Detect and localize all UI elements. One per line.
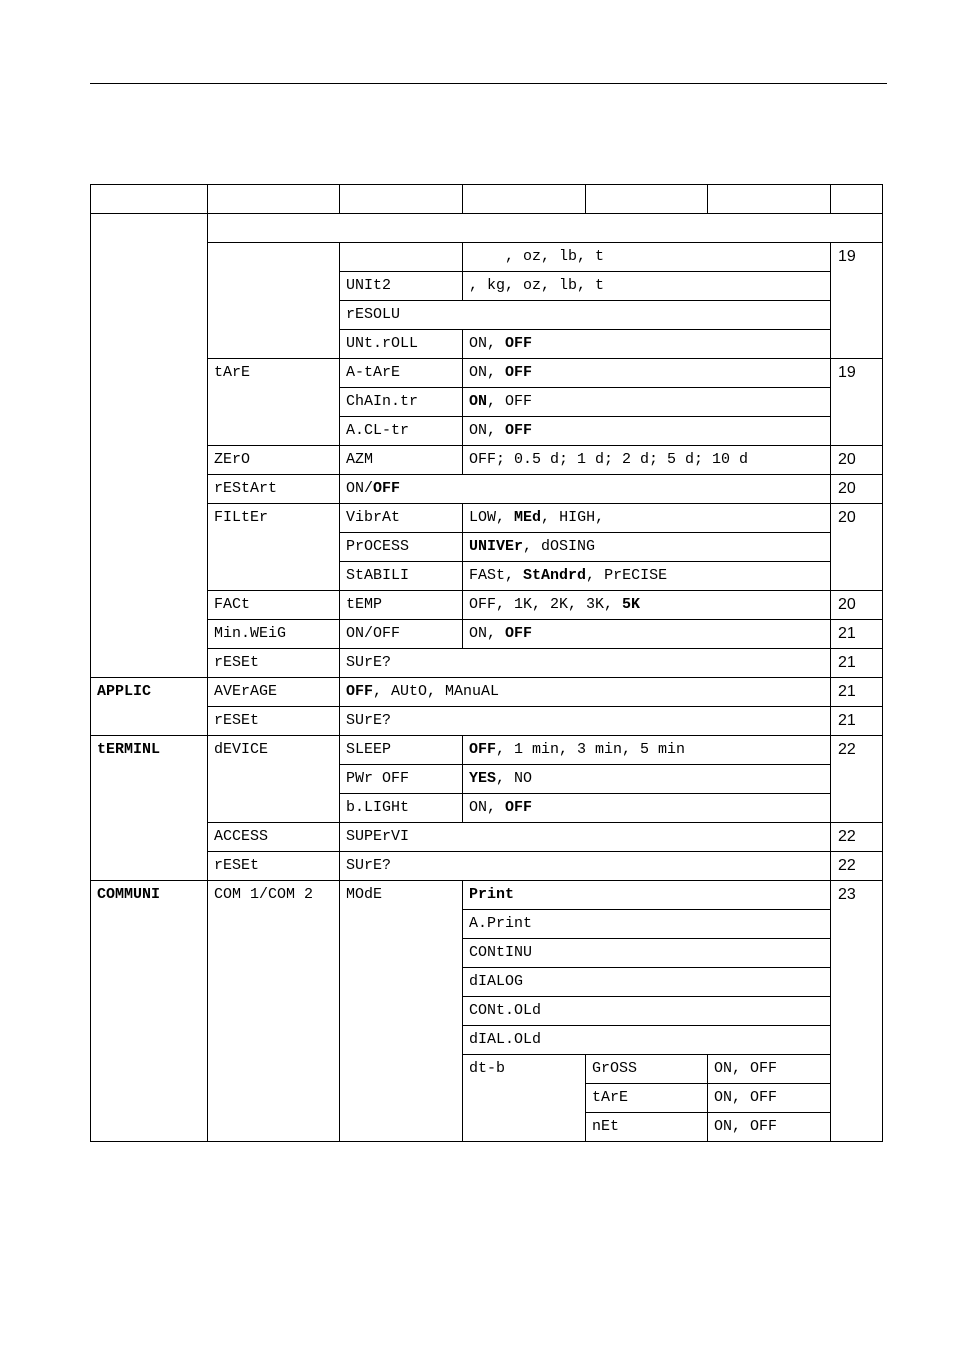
param-cell: AZM (340, 446, 463, 475)
value-cell: SUrE? (340, 649, 831, 678)
page-cell: 20 (831, 504, 883, 591)
value-cell: FASt, StAndrd, PrECISE (463, 562, 831, 591)
param-cell: rESOLU (340, 301, 831, 330)
value-cell: SUPErVI (340, 823, 831, 852)
submenu-cell (208, 243, 340, 359)
table-row (91, 620, 883, 649)
table-row (91, 243, 883, 272)
param-cell: ChAIn.tr (340, 388, 463, 417)
param-cell: PWr OFF (340, 765, 463, 794)
value-cell: A.Print (463, 910, 831, 939)
subvalue-cell: ON, OFF (708, 1055, 831, 1084)
value-cell: SUrE? (340, 852, 831, 881)
value-cell: OFF; 0.5 d; 1 d; 2 d; 5 d; 10 d (463, 446, 831, 475)
table-row (91, 446, 883, 475)
param-cell: UNIt2 (340, 272, 463, 301)
value-cell: ON, OFF (463, 330, 831, 359)
value-cell: LOW, MEd, HIGH, (463, 504, 831, 533)
value-cell: ON, OFF (463, 620, 831, 649)
value-cell: YES, NO (463, 765, 831, 794)
table-row (91, 214, 883, 243)
value-cell: CONt.OLd (463, 997, 831, 1026)
header-cell (91, 185, 208, 214)
value-cell: dIALOG (463, 968, 831, 997)
page-cell: 22 (831, 823, 883, 852)
submenu-cell: rESEt (208, 707, 340, 736)
value-cell: Print (463, 881, 831, 910)
header-rule (90, 83, 887, 84)
page-cell: 23 (831, 881, 883, 1142)
table-header-row (91, 185, 883, 214)
table-row (91, 852, 883, 881)
group-cell: APPLIC (91, 678, 208, 736)
value-cell: OFF, 1 min, 3 min, 5 min (463, 736, 831, 765)
submenu-cell: rEStArt (208, 475, 340, 504)
submenu-cell: AVErAGE (208, 678, 340, 707)
page-cell: 21 (831, 707, 883, 736)
param-cell: MOdE (340, 881, 463, 1142)
submenu-cell: rESEt (208, 852, 340, 881)
page-cell: 19 (831, 359, 883, 446)
table-row (91, 359, 883, 388)
group-title-cell (208, 214, 883, 243)
header-cell (586, 185, 708, 214)
param-cell (340, 243, 463, 272)
value-cell: SUrE? (340, 707, 831, 736)
page-cell: 20 (831, 446, 883, 475)
subvalue-cell: ON, OFF (708, 1084, 831, 1113)
value-cell: dIAL.OLd (463, 1026, 831, 1055)
page-cell: 20 (831, 591, 883, 620)
table-row (91, 591, 883, 620)
page-cell: 22 (831, 736, 883, 823)
table-row (91, 823, 883, 852)
page-cell: 21 (831, 678, 883, 707)
subparam-cell: nEt (586, 1113, 708, 1142)
subparam-cell: GrOSS (586, 1055, 708, 1084)
subparam-cell: tArE (586, 1084, 708, 1113)
param-cell: StABILI (340, 562, 463, 591)
submenu-cell: dEVICE (208, 736, 340, 823)
group-cell: tERMINL (91, 736, 208, 881)
table-row (91, 475, 883, 504)
header-cell (708, 185, 831, 214)
submenu-cell: COM 1/COM 2 (208, 881, 340, 1142)
param-cell: ON/OFF (340, 620, 463, 649)
page-cell: 19 (831, 243, 883, 359)
submenu-cell: Min.WEiG (208, 620, 340, 649)
param-cell: A.CL-tr (340, 417, 463, 446)
header-cell (831, 185, 883, 214)
page-cell: 20 (831, 475, 883, 504)
param-cell: UNt.rOLL (340, 330, 463, 359)
table-row (91, 707, 883, 736)
submenu-cell: tArE (208, 359, 340, 446)
value-cell: ON, OFF (463, 794, 831, 823)
value-cell: ON, OFF (463, 388, 831, 417)
value-cell: CONtINU (463, 939, 831, 968)
value-cell: ON/OFF (340, 475, 831, 504)
submenu-cell: ZErO (208, 446, 340, 475)
submenu-cell: ACCESS (208, 823, 340, 852)
table-row (91, 504, 883, 533)
table-row (91, 678, 883, 707)
submenu-cell: FACt (208, 591, 340, 620)
value-cell: OFF, 1K, 2K, 3K, 5K (463, 591, 831, 620)
value-cell: dt-b (463, 1055, 586, 1142)
value-cell: UNIVEr, dOSING (463, 533, 831, 562)
submenu-cell: rESEt (208, 649, 340, 678)
header-cell (340, 185, 463, 214)
header-cell (463, 185, 586, 214)
header-cell (208, 185, 340, 214)
value-cell: ON, OFF (463, 359, 831, 388)
param-cell: PrOCESS (340, 533, 463, 562)
table-row (91, 736, 883, 765)
param-cell: A-tArE (340, 359, 463, 388)
table-row (91, 649, 883, 678)
value-cell: OFF, AUtO, MAnuAL (340, 678, 831, 707)
submenu-cell: FILtEr (208, 504, 340, 591)
page-cell: 21 (831, 649, 883, 678)
value-cell: , kg, oz, lb, t (463, 272, 831, 301)
param-cell: b.LIGHt (340, 794, 463, 823)
param-cell: VibrAt (340, 504, 463, 533)
value-cell: ON, OFF (463, 417, 831, 446)
page-cell: 22 (831, 852, 883, 881)
param-cell: tEMP (340, 591, 463, 620)
param-cell: SLEEP (340, 736, 463, 765)
table-row (91, 881, 883, 910)
value-cell: , oz, lb, t (463, 243, 831, 272)
group-cell (91, 214, 208, 678)
menu-structure-table (90, 184, 883, 1142)
page-cell: 21 (831, 620, 883, 649)
group-cell: COMMUNI (91, 881, 208, 1142)
subvalue-cell: ON, OFF (708, 1113, 831, 1142)
